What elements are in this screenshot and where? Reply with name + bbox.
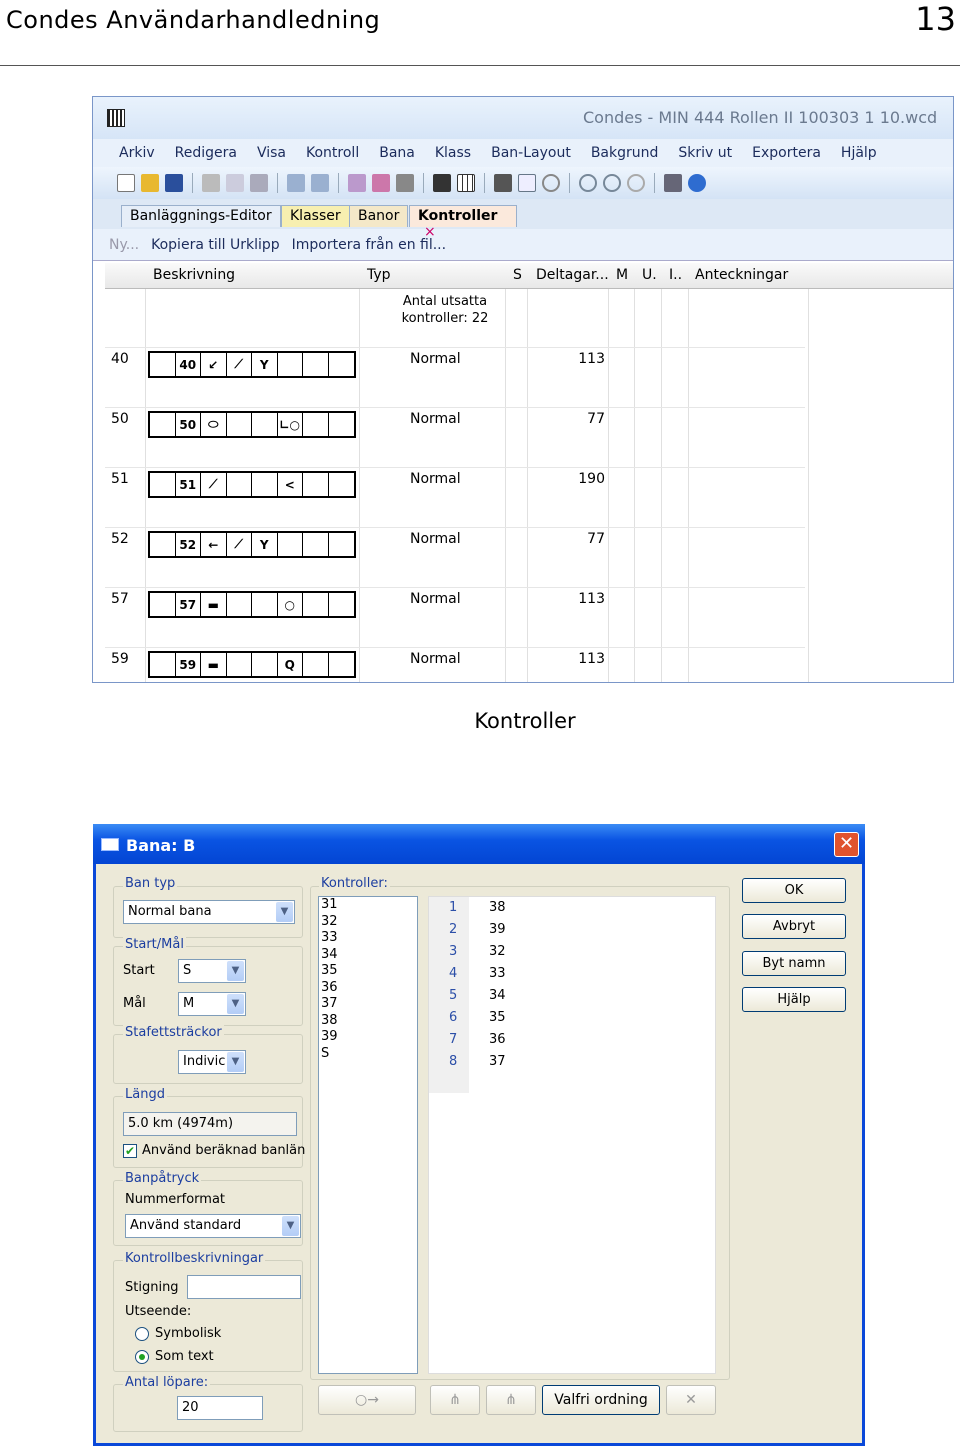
group-label: Kontrollbeskrivningar	[125, 1251, 264, 1266]
valfri-ordning-button[interactable]: Valfri ordning	[542, 1385, 660, 1415]
row-participants: 77	[587, 411, 605, 427]
desc-cell	[303, 413, 329, 436]
desc-symbol: ∟○	[278, 413, 304, 436]
desc-cell	[252, 593, 278, 616]
toolbar	[93, 167, 953, 199]
tab-strip	[93, 199, 953, 240]
order-index: 1	[449, 900, 458, 915]
col-i[interactable]: I..	[669, 267, 683, 283]
control-description-50	[148, 411, 356, 438]
desc-code: 40	[176, 353, 202, 376]
desc-symbol: ←	[201, 533, 227, 556]
menu-kontroll[interactable]: Kontroll	[306, 145, 360, 161]
print-icon[interactable]	[664, 174, 682, 192]
desc-symbol: ⟋	[227, 533, 253, 556]
order-control[interactable]: 33	[489, 966, 506, 981]
group-label: Kontroller:	[321, 876, 388, 891]
row-participants: 113	[578, 651, 605, 667]
desc-code: 51	[176, 473, 202, 496]
row-type: Normal	[410, 651, 461, 667]
toolbar-separator	[569, 173, 570, 193]
rename-button[interactable]: Byt namn	[742, 951, 846, 976]
help-button[interactable]: Hjälp	[742, 987, 846, 1012]
desc-code: 50	[176, 413, 202, 436]
command-bar	[93, 229, 953, 261]
order-control[interactable]: 35	[489, 1010, 506, 1025]
list-item[interactable]: 31	[321, 897, 338, 912]
document-title: Condes Användarhandledning	[6, 6, 381, 34]
desc-symbol: ↙	[201, 353, 227, 376]
desc-cell	[150, 353, 176, 376]
list-item[interactable]: 35	[321, 963, 338, 978]
summary-text: Antal utsatta kontroller: 22	[401, 294, 489, 326]
desc-cell	[150, 593, 176, 616]
order-control[interactable]: 36	[489, 1032, 506, 1047]
rotate-icon[interactable]	[542, 174, 560, 192]
desc-cell	[278, 533, 304, 556]
grid-line	[688, 289, 689, 683]
col-deltagare[interactable]: Deltagar...	[536, 267, 609, 283]
cancel-button[interactable]: Avbryt	[742, 914, 846, 939]
row-type: Normal	[410, 351, 461, 367]
row-number: 51	[111, 471, 129, 487]
desc-symbol: Y	[252, 533, 278, 556]
desc-cell	[150, 413, 176, 436]
desc-cell	[278, 353, 304, 376]
row-participants: 77	[587, 531, 605, 547]
som-text-radio[interactable]	[135, 1350, 149, 1364]
group-label: Antal löpare:	[125, 1375, 209, 1390]
row-number: 57	[111, 591, 129, 607]
grid-line	[527, 289, 528, 683]
desc-cell	[329, 473, 355, 496]
menu-bakgrund[interactable]: Bakgrund	[590, 145, 659, 161]
stafett-value: Indivic	[183, 1054, 226, 1069]
desc-symbol: ⟋	[201, 473, 227, 496]
mal-label: Mål	[123, 996, 146, 1011]
order-index: 5	[449, 988, 458, 1003]
menu-arkiv[interactable]: Arkiv	[119, 145, 155, 161]
list-item[interactable]: 32	[321, 913, 338, 929]
list-item[interactable]: 38	[321, 1012, 338, 1028]
desc-cell	[303, 593, 329, 616]
grid-line	[505, 289, 506, 683]
zoom-in-icon[interactable]	[579, 174, 597, 192]
fork-icon[interactable]: ⋔	[430, 1385, 480, 1415]
toolbar-separator	[654, 173, 655, 193]
menu-exportera[interactable]: Exportera	[752, 145, 821, 161]
order-index: 8	[449, 1054, 458, 1069]
page-number: 13	[915, 0, 956, 38]
grid-line	[608, 289, 609, 683]
langd-field: 5.0 km (4974m)	[123, 1112, 297, 1136]
stigning-label: Stigning	[125, 1280, 179, 1295]
desc-cell	[150, 533, 176, 556]
desc-cell	[252, 653, 278, 676]
save-icon[interactable]	[165, 174, 183, 192]
desc-symbol: ⟋	[227, 353, 253, 376]
close-tab-icon[interactable]: ×	[424, 224, 436, 240]
new-button[interactable]: Ny...	[109, 236, 140, 253]
order-index: 3	[449, 944, 458, 959]
desc-cell	[329, 413, 355, 436]
undo-icon[interactable]	[287, 174, 305, 192]
chevron-down-icon: ▼	[227, 1052, 244, 1072]
desc-code: 52	[176, 533, 202, 556]
desc-cell	[303, 353, 329, 376]
chevron-down-icon: ▼	[227, 994, 244, 1014]
order-index: 4	[449, 966, 458, 981]
order-control[interactable]: 32	[489, 944, 506, 959]
row-number: 59	[111, 651, 129, 667]
app-icon	[107, 109, 125, 127]
grid-line	[634, 289, 635, 683]
desc-cell	[303, 533, 329, 556]
tab-kontroller[interactable]	[409, 205, 517, 240]
tab-banlaggnings-editor[interactable]: Banläggnings-Editor	[121, 205, 281, 227]
nummerformat-select[interactable]	[125, 1214, 301, 1238]
row-number: 40	[111, 351, 129, 367]
copy-icon[interactable]	[226, 174, 244, 192]
desc-cell	[329, 593, 355, 616]
title-bar	[93, 97, 953, 139]
row-divider	[105, 407, 805, 408]
col-anteckningar[interactable]: Anteckningar	[695, 267, 789, 283]
remove-fork-icon[interactable]: ⋔	[486, 1385, 536, 1415]
control-description-40	[148, 351, 356, 378]
menu-hjalp[interactable]: Hjälp	[840, 145, 877, 161]
use-calculated-length-checkbox[interactable]: ✔	[124, 1144, 136, 1158]
ban-typ-value: Normal bana	[128, 904, 212, 919]
tab-kontroller-label: Kontroller	[418, 208, 498, 224]
copy-clipboard-button[interactable]: Kopiera till Urklipp	[151, 236, 280, 253]
desc-symbol: <	[278, 473, 304, 496]
add-control-button[interactable]: ○→	[318, 1385, 416, 1415]
menu-klass[interactable]: Klass	[434, 145, 472, 161]
desc-cell	[227, 473, 253, 496]
desc-cell	[329, 653, 355, 676]
start-select[interactable]	[178, 959, 246, 983]
open-folder-icon[interactable]	[141, 174, 159, 192]
group-label: Start/Mål	[125, 937, 184, 952]
group-label: Banpåtryck	[125, 1171, 200, 1186]
window-title: Condes - MIN 444 Rollen II 100303 1 10.wcd	[583, 108, 938, 127]
list-item[interactable]: 34	[321, 946, 338, 962]
toolbar-separator	[277, 173, 278, 193]
antal-lopare-input[interactable]: 20	[177, 1396, 263, 1420]
new-file-icon[interactable]	[117, 174, 135, 192]
key-icon[interactable]	[494, 174, 512, 192]
col-beskrivning[interactable]: Beskrivning	[153, 267, 236, 283]
group-label: Ban typ	[125, 876, 176, 891]
list-item[interactable]: 39	[321, 1029, 338, 1044]
som-text-label: Som text	[155, 1349, 214, 1364]
col-typ[interactable]: Typ	[367, 267, 391, 283]
desc-cell	[227, 653, 253, 676]
group-label: Längd	[125, 1087, 165, 1102]
row-participants: 190	[578, 471, 605, 487]
group-label: Stafettsträckor	[125, 1025, 222, 1040]
desc-cell	[303, 473, 329, 496]
row-type: Normal	[410, 591, 461, 607]
desc-symbol: ⬭	[201, 413, 227, 436]
menu-bana[interactable]: Bana	[379, 145, 415, 161]
order-control[interactable]: 34	[489, 988, 506, 1003]
row-divider	[105, 527, 805, 528]
cut-icon[interactable]	[202, 174, 220, 192]
menu-bar	[93, 139, 953, 167]
row-number: 50	[111, 411, 129, 427]
desc-symbol: ○	[278, 593, 304, 616]
table-icon[interactable]	[433, 174, 451, 192]
row-divider	[105, 587, 805, 588]
row-participants: 113	[578, 351, 605, 367]
row-divider	[105, 347, 805, 348]
order-index: 7	[449, 1032, 458, 1047]
mal-select[interactable]	[178, 992, 246, 1016]
list-item[interactable]: 37	[321, 996, 338, 1011]
control-tool-icon[interactable]	[372, 174, 390, 192]
order-control[interactable]: 38	[489, 900, 506, 915]
help-icon[interactable]	[688, 174, 706, 192]
exit-icon[interactable]	[518, 174, 536, 192]
symbolisk-radio[interactable]	[135, 1327, 149, 1341]
list-item[interactable]: 36	[321, 979, 338, 995]
control-description-57	[148, 591, 356, 618]
toolbar-separator	[484, 173, 485, 193]
menu-redigera[interactable]: Redigera	[174, 145, 237, 161]
zoom-fit-icon[interactable]	[627, 174, 645, 192]
row-divider	[105, 467, 805, 468]
toolbar-separator	[192, 173, 193, 193]
desc-cell	[150, 473, 176, 496]
desc-cell	[329, 353, 355, 376]
stafett-select[interactable]	[178, 1050, 246, 1074]
list-item[interactable]: S	[321, 1045, 330, 1061]
grid-line	[359, 289, 360, 683]
desc-cell	[227, 413, 253, 436]
select-tool-icon[interactable]	[348, 174, 366, 192]
menu-ban-layout[interactable]: Ban-Layout	[491, 145, 571, 161]
desc-symbol: Q	[278, 653, 304, 676]
desc-code: 57	[176, 593, 202, 616]
row-type: Normal	[410, 531, 461, 547]
document-header	[0, 0, 960, 66]
grid-line	[808, 289, 809, 683]
tab-klasser[interactable]: Klasser	[281, 205, 350, 227]
zoom-out-icon[interactable]	[603, 174, 621, 192]
grid-icon[interactable]	[457, 174, 475, 192]
redo-icon[interactable]	[311, 174, 329, 192]
order-control[interactable]: 37	[489, 1054, 506, 1069]
tab-banor[interactable]: Banor	[349, 205, 408, 227]
row-type: Normal	[410, 471, 461, 487]
menu-visa[interactable]: Visa	[256, 145, 286, 161]
nummerformat-value: Använd standard	[130, 1218, 242, 1233]
col-m[interactable]: M	[616, 267, 629, 283]
row-type: Normal	[410, 411, 461, 427]
desc-code: 59	[176, 653, 202, 676]
row-divider	[105, 647, 805, 648]
checkbox-label: Använd beräknad banlän	[142, 1143, 306, 1158]
control-description-51	[148, 471, 356, 498]
mal-value: M	[183, 996, 195, 1011]
order-index: 2	[449, 922, 458, 937]
order-index: 6	[449, 1010, 458, 1025]
desc-cell	[252, 413, 278, 436]
toolbar-separator	[423, 173, 424, 193]
chevron-down-icon: ▼	[282, 1216, 299, 1236]
control-description-59	[148, 651, 356, 678]
row-participants: 113	[578, 591, 605, 607]
order-control[interactable]: 39	[489, 922, 506, 937]
start-label: Start	[123, 963, 155, 978]
list-item[interactable]: 33	[321, 930, 338, 945]
col-u[interactable]: U.	[642, 267, 657, 283]
condes-main-window-screenshot	[92, 96, 954, 683]
close-icon[interactable]: ✕	[834, 832, 859, 857]
ok-button[interactable]: OK	[742, 878, 846, 903]
figure-caption: Kontroller	[474, 709, 576, 733]
ban-typ-select[interactable]	[123, 900, 295, 924]
dialog-title-bar	[93, 824, 865, 864]
import-file-button[interactable]: Importera från en fil...	[291, 236, 447, 253]
start-value: S	[183, 963, 192, 978]
delete-icon[interactable]: ✕	[666, 1385, 716, 1415]
symbolisk-label: Symbolisk	[155, 1326, 222, 1341]
available-controls-list[interactable]	[318, 896, 418, 1374]
desc-cell	[227, 593, 253, 616]
window-icon	[101, 838, 119, 851]
utseende-label: Utseende:	[125, 1304, 192, 1319]
toolbar-separator	[338, 173, 339, 193]
grid-line	[661, 289, 662, 683]
paste-icon[interactable]	[250, 174, 268, 192]
desc-cell	[150, 653, 176, 676]
desc-symbol: Y	[252, 353, 278, 376]
layout-icon[interactable]	[396, 174, 414, 192]
desc-symbol: ▬	[201, 653, 227, 676]
course-order-list[interactable]	[428, 896, 716, 1374]
desc-cell	[303, 653, 329, 676]
dialog-title: Bana: B	[126, 836, 196, 855]
desc-cell	[252, 473, 278, 496]
chevron-down-icon: ▼	[276, 902, 293, 922]
desc-symbol: ▬	[201, 593, 227, 616]
nummerformat-label: Nummerformat	[125, 1192, 226, 1207]
chevron-down-icon: ▼	[227, 961, 244, 981]
row-number: 52	[111, 531, 129, 547]
bana-dialog-screenshot	[93, 824, 865, 1446]
grid-line	[145, 289, 146, 683]
grid-header	[105, 263, 954, 289]
stigning-input[interactable]	[187, 1275, 301, 1299]
col-s[interactable]: S	[513, 267, 522, 283]
control-description-52	[148, 531, 356, 558]
menu-skriv-ut[interactable]: Skriv ut	[678, 145, 733, 161]
controls-grid	[105, 289, 954, 683]
desc-cell	[329, 533, 355, 556]
